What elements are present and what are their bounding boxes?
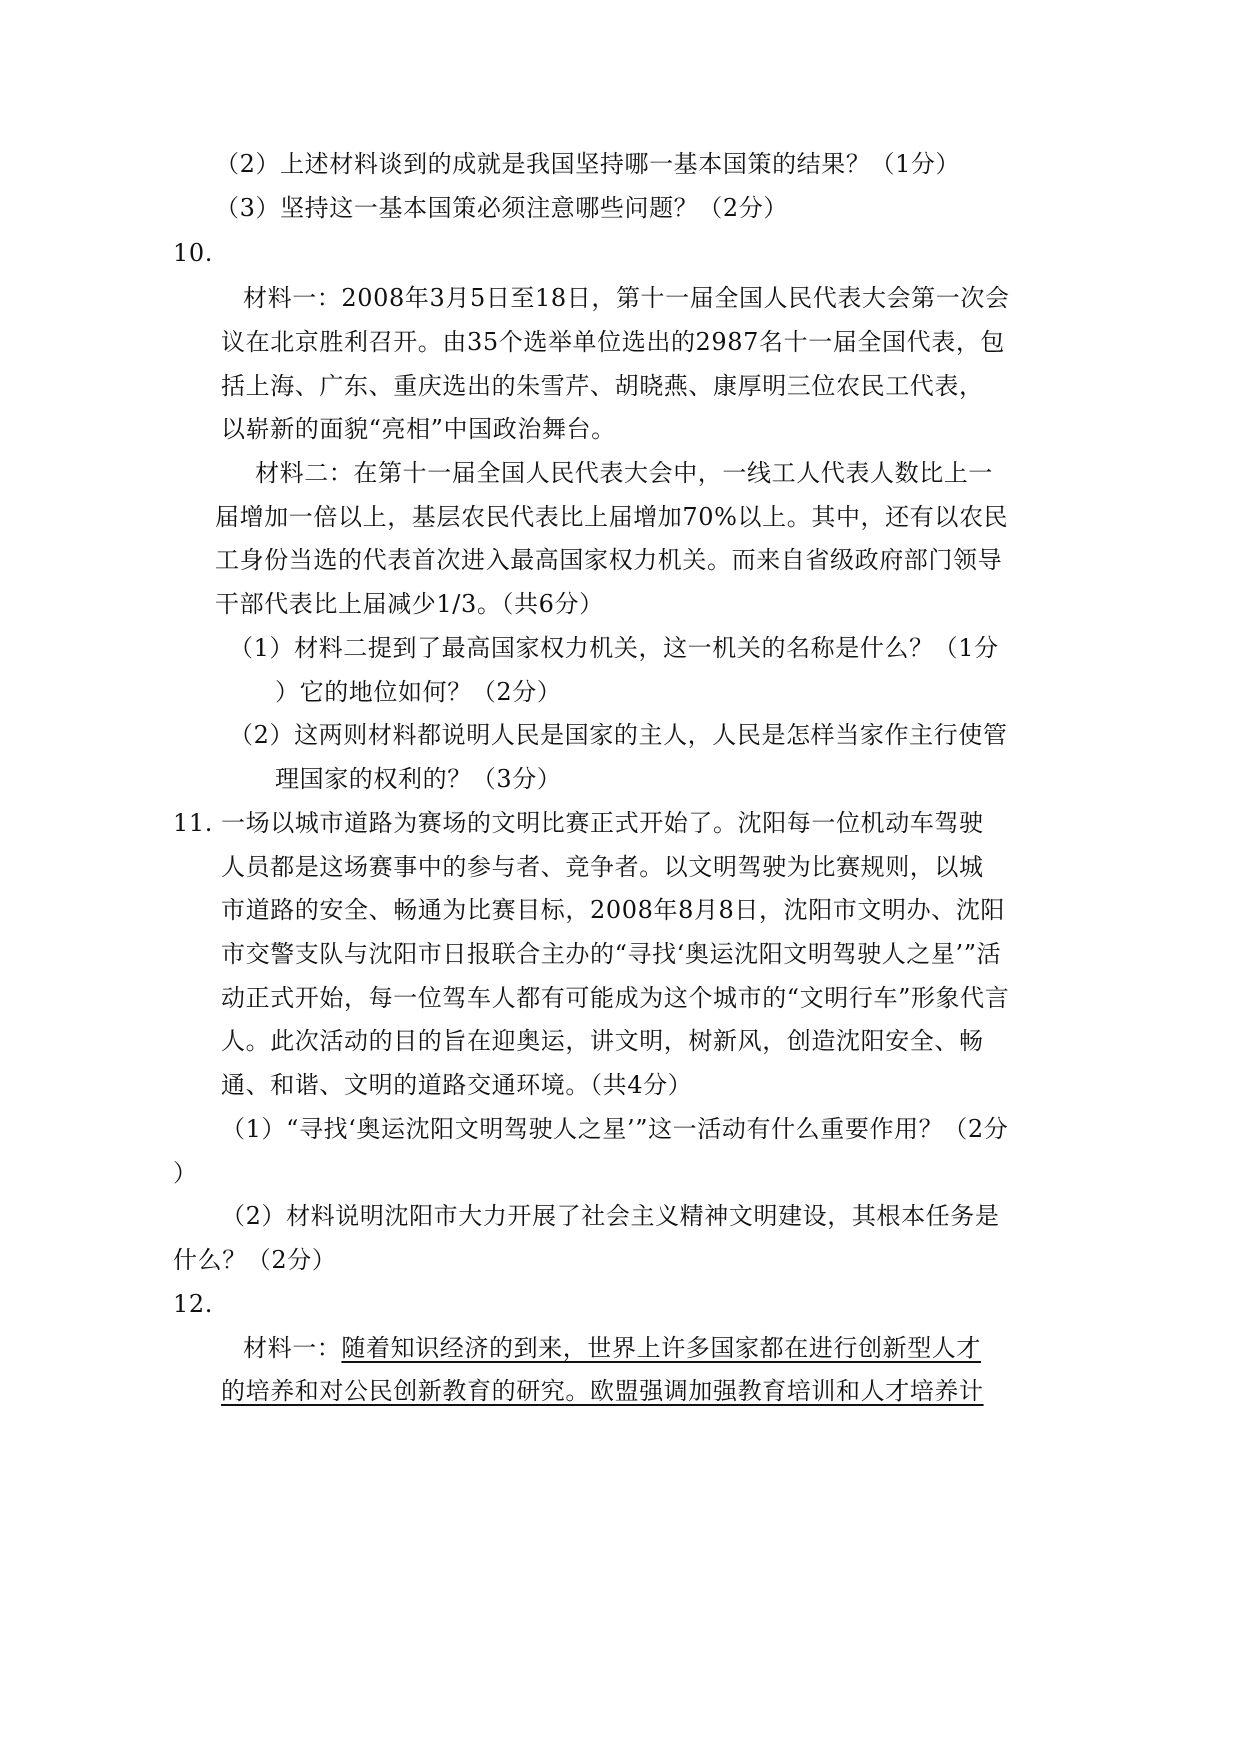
q10-sub2-line: 理国家的权利的？（3分） (275, 765, 562, 793)
q10-number: 10. (173, 239, 213, 267)
q11-body-line: 人员都是这场赛事中的参与者、竞争者。以文明驾驶为比赛规则，以城 (221, 853, 984, 881)
q10-sub2-line: （2）这两则材料都说明人民是国家的主人，人民是怎样当家作主行使管 (229, 721, 1008, 749)
q10-sub1-line: （1）材料二提到了最高国家权力机关，这一机关的名称是什么？（1分 (229, 634, 999, 662)
q11-sub2-line: （2）材料说明沈阳市大力开展了社会主义精神文明建设，其根本任务是 (221, 1202, 1000, 1230)
q11-sub1-line: （1）“寻找‘奥运沈阳文明驾驶人之星’”这一活动有什么重要作用？（2分 (221, 1115, 1009, 1143)
q10-material2-line: 届增加一倍以上，基层农民代表比上届增加70%以上。其中，还有以农民 (215, 503, 1009, 531)
q11-sub2-line: 什么？（2分） (173, 1246, 337, 1274)
q10-material1-line: 议在北京胜利召开。由35个选举单位选出的2987名十一届全国代表，包 (221, 328, 1006, 356)
q11-body-line: 市道路的安全、畅通为比赛目标，2008年8月8日，沈阳市文明办、沈阳 (221, 896, 1006, 924)
q12-material1-underlined-text: 的培养和对公民创新教育的研究。欧盟强调加强教育培训和人才培养计 (221, 1377, 984, 1405)
q10-sub1-line: ）它的地位如何？（2分） (275, 678, 562, 706)
q10-material2-line: 干部代表比上届减少1/3。（共6分） (215, 590, 604, 618)
q10-material1-line: 以崭新的面貌“亮相”中国政治舞台。 (221, 415, 616, 443)
q10-material1-line: 括上海、广东、重庆选出的朱雪芹、胡晓燕、康厚明三位农民工代表， (221, 372, 984, 400)
q11-body-line: 市交警支队与沈阳市日报联合主办的“寻找‘奥运沈阳文明驾驶人之星’”活 (221, 940, 1002, 968)
q11-body-line: 一场以城市道路为赛场的文明比赛正式开始了。沈阳每一位机动车驾驶 (221, 809, 984, 837)
q12-material1-underlined-text: 随着知识经济的到来，世界上许多国家都在进行创新型人才 (341, 1334, 982, 1362)
q10-material2-line: 工身份当选的代表首次进入最高国家权力机关。而来自省级政府部门领导 (215, 546, 1003, 574)
q10-material2-line: 材料二：在第十一届全国人民代表大会中，一线工人代表人数比上一 (255, 459, 993, 487)
q9-sub3: （3）坚持这一基本国策必须注意哪些问题？（2分） (215, 194, 788, 222)
q11-body-line: 动正式开始，每一位驾车人都有可能成为这个城市的“文明行车”形象代言 (221, 984, 1010, 1012)
q12-number: 12. (173, 1290, 213, 1318)
q10-material1-line: 材料一：2008年3月5日至18日，第十一届全国人民代表大会第一次会 (243, 284, 1010, 312)
q11-sub1-line: ） (173, 1159, 198, 1187)
q9-sub2: （2）上述材料谈到的成就是我国坚持哪一基本国策的结果？（1分） (215, 150, 961, 178)
q12-material1-first-line (243, 1332, 981, 1364)
q11-number: 11. (173, 809, 213, 837)
q11-body-line: 通、和谐、文明的道路交通环境。（共4分） (221, 1071, 693, 1099)
q11-body-line: 人。此次活动的目的旨在迎奥运，讲文明，树新风，创造沈阳安全、畅 (221, 1027, 984, 1055)
q12-material1-label: 材料一： (243, 1334, 342, 1362)
